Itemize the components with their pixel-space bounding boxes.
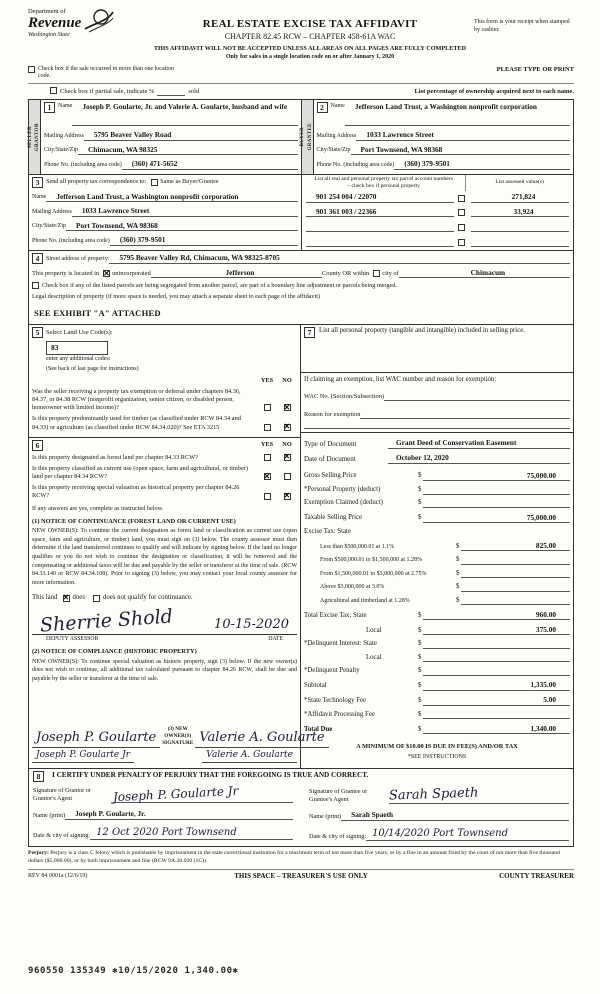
sec6-q2-text: Is this property classified as current use (open space, farm and agricultural, or timber) land per chapter 84.34 RCW? (32, 464, 248, 481)
assessed-value[interactable]: 33,924 (471, 207, 569, 217)
street-address-value[interactable]: 5795 Beaver Valley Rd, Chimacum, WA 98325-8705 (109, 253, 570, 263)
grantee-date-city-label: Date & city of signing: (309, 832, 367, 840)
personal-property-section (300, 325, 574, 373)
grantee-name-print-label: Name (print) (309, 812, 342, 820)
ownership-note: List percentage of ownership acquired next to each name. (414, 87, 574, 95)
grantee-name-print-value[interactable]: Sarah Spaeth (341, 810, 569, 820)
gross-selling-price-value[interactable]: 75,000.00 (423, 471, 570, 481)
footer-row (28, 869, 574, 881)
form-title: REAL ESTATE EXCISE TAX AFFIDAVIT (202, 18, 418, 30)
partial-sale-row (28, 83, 574, 96)
does-qualify-checkbox[interactable] (63, 595, 70, 602)
gross-selling-price-label: Gross Selling Price (304, 472, 357, 480)
does-label: does (72, 593, 85, 601)
exemption-claimed-value[interactable] (423, 499, 570, 508)
assessed-value[interactable]: 271,824 (471, 192, 569, 202)
form-header (28, 8, 574, 62)
form-chapter: CHAPTER 82.45 RCW – CHAPTER 458-61A WAC (224, 32, 396, 42)
grantor-signature-label: Signature of Grantor or Grantor's Agent (33, 787, 91, 803)
buyer-name-value[interactable]: Jefferson Land Trust, a Washington nonprofit corporation (345, 102, 570, 126)
parcel-personal-checkbox[interactable] (458, 195, 465, 202)
exemption-claimed-row (304, 499, 570, 508)
dor-logo (28, 8, 146, 40)
new-owner-signature-label: (3) NEW OWNER(S) SIGNATURE (162, 726, 194, 746)
date-label: DATE (268, 635, 283, 642)
parcel-personal-checkbox[interactable] (458, 224, 465, 231)
corr-citystatezip-label: City/State/Zip (32, 223, 66, 230)
section-8-number: 8 (33, 771, 44, 782)
agricultural-value[interactable] (461, 596, 570, 605)
tax-computation-section (300, 433, 574, 768)
exemption-claimed-label: Exemption Claimed (deduct) (304, 499, 383, 507)
sec6-q3-text: Is this property receiving special valuation as historical property per chapter 84.26 RCW? (32, 484, 240, 500)
corr-address-value[interactable]: 1033 Lawrence Street (72, 206, 298, 216)
dollar-sign: $ (418, 682, 422, 690)
tier1-value[interactable]: 825.00 (461, 541, 570, 551)
sec5-q2-yes-checkbox[interactable] (264, 424, 271, 431)
seller-citystatezip-label: City/State/Zip (44, 147, 78, 154)
dollar-sign: $ (418, 667, 422, 675)
corr-phone-label: Phone No. (including area code) (32, 237, 110, 244)
same-as-buyer-checkbox[interactable] (151, 179, 158, 186)
corr-phone-value[interactable]: (360) 379-9501 (110, 235, 298, 245)
sec6-q1-yes-checkbox[interactable] (264, 454, 271, 461)
seller-name-label: Name (58, 103, 73, 110)
unincorporated-checkbox[interactable] (103, 270, 110, 277)
sec5-question-1 (32, 388, 297, 413)
owner2-print-line[interactable] (202, 750, 297, 763)
assessed-value[interactable] (471, 222, 569, 232)
owner2-print-name: Valerie A. Goularte (206, 749, 293, 760)
dollar-sign: $ (418, 472, 422, 480)
subtotal-value[interactable]: 1,335.00 (423, 680, 570, 690)
document-type-value[interactable]: Grant Deed of Conservation Easement (388, 438, 570, 448)
document-type-row (304, 438, 570, 448)
affidavit-processing-fee-row (304, 710, 570, 719)
seller-name-value[interactable]: Joseph P. Goularte, Jr. and Valerie A. Goularte, husband and wife (72, 102, 297, 126)
buyer-address-label: Mailing Address (316, 132, 357, 139)
personal-property-deduct-value[interactable] (423, 486, 570, 495)
dollar-sign: $ (456, 569, 460, 577)
seller-address-value[interactable]: 5795 Beaver Valley Road (84, 130, 298, 140)
owner1-print-line[interactable] (32, 750, 134, 763)
section-6-number: 6 (32, 440, 43, 451)
send-correspondence-label: Send all property tax correspondence to: (46, 178, 147, 186)
parcel-row (302, 235, 573, 250)
section-5-number: 5 (32, 327, 43, 338)
state-technology-fee-label: *State Technology Fee (304, 697, 367, 705)
dollar-sign: $ (418, 640, 422, 648)
sec5-question-2 (32, 415, 297, 431)
tier2-value[interactable] (461, 556, 570, 565)
segregated-checkbox[interactable] (32, 282, 39, 289)
yes-header: YES (260, 376, 274, 384)
parcel-number-value[interactable] (306, 222, 454, 232)
segregated-label: Check box if any of the listed parcels are being segregated from another parcel, are part of a boundary line adjustment or parcels being merged. (42, 282, 397, 290)
property-section (28, 251, 574, 326)
sec5-q1-yes-checkbox[interactable] (264, 404, 271, 411)
section-3-number: 3 (32, 177, 43, 188)
grantor-date-city-value: 12 Oct 2020 Port Townsend (96, 826, 237, 838)
correspondence-section (29, 175, 301, 250)
seller-fields (41, 100, 301, 173)
tier4-label: Above $3,000,000 at 3.0% (320, 584, 385, 591)
sec6-question-2 (32, 465, 297, 481)
dollar-sign: $ (456, 583, 460, 591)
sec5-q2-text: Is this property predominantly used for timber (as classified under RCW 84.34 and 84.33) or agriculture (as classified under RCW 84.34.020)? See ETA 3215 (32, 415, 241, 431)
parcel-number-value[interactable] (306, 237, 454, 247)
document-date-label: Date of Document (304, 454, 356, 463)
buyer-strip-word: BUYER (300, 127, 305, 147)
parcel-numbers-header (302, 175, 465, 192)
located-in-label: This property is located in (32, 269, 100, 277)
total-excise-state-value[interactable]: 960.00 (423, 610, 570, 620)
sec6-question-1 (32, 454, 297, 462)
form-only-note: Only for sales in a single location code on or after January 1, 2020 (225, 53, 395, 60)
city-checkbox[interactable] (373, 270, 380, 277)
grantor-signature: Joseph P. Goularte Jr (112, 783, 239, 804)
personal-property-deduct-row (304, 486, 570, 495)
buyer-name-label: Name (330, 103, 345, 110)
perjury-label: Perjury: (28, 849, 49, 856)
document-date-row (304, 453, 570, 463)
tier4-value[interactable] (461, 583, 570, 592)
this-land-label: This land (32, 593, 58, 601)
dollar-sign: $ (418, 725, 422, 733)
delinquent-interest-state-row (304, 640, 570, 649)
deputy-assessor-signature-line[interactable] (32, 603, 297, 635)
logo-revenue-line: Revenue (28, 15, 82, 32)
grantor-certification (33, 783, 303, 841)
parcel-header-line2: – check box if personal property (347, 182, 420, 189)
corr-citystatezip-value[interactable]: Port Townsend, WA 98368 (66, 221, 298, 231)
buyer-fields (314, 100, 574, 173)
agricultural-row (304, 596, 570, 605)
sec5-yes-no-header (32, 377, 297, 385)
cashier-receipt-stamp: 960550 135349 ✱10/15/2020 1,340.00✱ (28, 966, 239, 976)
city-name-value[interactable]: Chimacum (399, 268, 570, 278)
grantor-name-print-label: Name (print) (33, 811, 66, 819)
certification-statement: I CERTIFY UNDER PENALTY OF PERJURY THAT THE FOREGOING IS TRUE AND CORRECT. (52, 771, 369, 780)
buyer-phone-label: Phone No. (including area code) (316, 161, 395, 168)
seller-strip-word: SELLER (27, 125, 33, 149)
grantee-date-city-value: 10/14/2020 Port Townsend (372, 827, 509, 839)
tier1-label: Less than $500,000.01 at 1.1% (320, 543, 395, 550)
multi-location-label: Check box if the sale occurred in more than one location code. (38, 65, 174, 80)
dollar-sign: $ (418, 514, 422, 522)
exhibit-note: SEE EXHIBIT "A" ATTACHED (34, 308, 161, 319)
spacer (134, 762, 202, 763)
does-not-label: does not qualify for continuance. (102, 593, 193, 601)
new-owner-print-row (32, 750, 297, 763)
seller-grantor-strip (29, 100, 41, 173)
parcel-row (302, 191, 573, 206)
notice2-title: (2) NOTICE OF COMPLIANCE (HISTORIC PROPERTY) (32, 648, 197, 656)
grantor-name-print-value[interactable]: Joseph P. Goularte, Jr. (65, 809, 293, 819)
receipt-note: This form is your receipt when stamped by cashier. (474, 19, 570, 33)
tier3-value[interactable] (461, 569, 570, 578)
certification-columns (33, 783, 569, 841)
sec6-q2-yes-checkbox[interactable] (264, 473, 271, 480)
county-treasurer-label: COUNTY TREASURER (499, 872, 574, 881)
parcel-table-header (302, 175, 573, 192)
sec6-q3-no-checkbox[interactable] (284, 493, 291, 500)
unincorporated-label: unincorporated (112, 269, 151, 277)
seller-phone-label: Phone No. (including area code) (44, 161, 122, 168)
county-or-label: County OR within (322, 269, 370, 277)
parcel-row (302, 220, 573, 235)
parcel-number-value[interactable]: 901 361 003 / 22366 (306, 207, 454, 217)
dor-swoosh-icon (84, 8, 114, 34)
personal-property-intro: List all personal property (tangible and intangible) included in selling price. (319, 327, 525, 335)
assessed-value[interactable] (471, 237, 569, 247)
multi-location-checkbox[interactable] (28, 66, 35, 73)
buyer-citystatezip-value[interactable]: Port Townsend, WA 98368 (351, 145, 571, 155)
grantee-date-city-line[interactable] (366, 827, 569, 841)
delinquent-interest-local-row (304, 653, 570, 662)
exemption-reason-label: Reason for exemption (304, 410, 361, 418)
total-due-value[interactable]: 1,340.00 (423, 724, 570, 734)
sec5-q1-no-checkbox[interactable] (284, 404, 291, 411)
affidavit-processing-fee-label: *Affidavit Processing Fee (304, 710, 375, 718)
sec6-q2-no-checkbox[interactable] (284, 473, 291, 480)
parcel-table (301, 175, 573, 250)
buyer-address-value[interactable]: 1033 Lawrence Street (356, 130, 570, 140)
partial-sale-checkbox[interactable] (50, 87, 57, 94)
no-header: NO (282, 376, 292, 384)
corr-name-value[interactable]: Jefferson Land Trust, a Washington nonprofit corporation (46, 192, 298, 202)
excise-tax-state-header: Excise Tax: State (304, 527, 351, 535)
excise-local-value[interactable]: 375.00 (423, 625, 570, 635)
dollar-sign: $ (418, 697, 422, 705)
perjury-note (28, 850, 574, 865)
taxable-selling-price-label: Taxable Selling Price (304, 514, 363, 522)
grantee-strip-word: GRANTEE (307, 123, 313, 151)
city-of-label: city of (382, 269, 399, 277)
county-name-value[interactable]: Jefferson (151, 268, 322, 278)
delinquent-penalty-value[interactable] (423, 667, 570, 676)
delinquent-penalty-label: *Delinquent Penalty (304, 667, 360, 675)
does-not-qualify-checkbox[interactable] (93, 595, 100, 602)
state-technology-fee-row (304, 695, 570, 705)
delinquent-interest-state-label: *Delinquent Interest: State (304, 640, 377, 648)
total-excise-state-label: Total Excise Tax: State (304, 611, 367, 619)
subtotal-label: Subtotal (304, 682, 327, 690)
grantor-date-city-line[interactable] (90, 826, 293, 840)
title-block (146, 8, 474, 62)
wac-number-field[interactable] (384, 391, 570, 401)
tier2-row (304, 556, 570, 565)
yes-header: YES (260, 441, 274, 449)
section-7-number: 7 (304, 327, 315, 338)
form-warning: THIS AFFIDAVIT WILL NOT BE ACCEPTED UNLESS ALL AREAS ON ALL PAGES ARE FULLY COMPLETED (153, 44, 467, 52)
sec5-q1-text: Was the seller receiving a property tax exemption or deferral under chapters 84.36, 84.37, or 84.38 RCW (nonprofit organization, senior citizen, or disabled person, homeowner with limited income)? (32, 387, 241, 412)
personal-property-deduct-label: *Personal Property (deduct) (304, 485, 381, 493)
additional-codes-label: enter any additional codes: (46, 356, 111, 363)
exemption-reason-field[interactable] (360, 409, 570, 419)
deputy-signature-date: 10-15-2020 (214, 616, 289, 632)
sec6-question-3 (32, 484, 297, 500)
dollar-sign: $ (456, 596, 460, 604)
land-use-instructions-note: (See back of last page for instructions) (46, 365, 139, 372)
grantee-signature: Sarah Spaeth (388, 784, 479, 804)
corr-name-label: Name (32, 194, 47, 201)
sec6-q1-text: Is this property designated as forest land per chapter 84.33 RCW? (32, 453, 198, 461)
dollar-sign: $ (418, 710, 422, 718)
notice1-title: (1) NOTICE OF CONTINUANCE (FOREST LAND OR CURRENT USE) (32, 517, 236, 525)
dollar-sign: $ (456, 542, 460, 550)
buyer-section (301, 100, 574, 173)
parcel-personal-checkbox[interactable] (458, 209, 465, 216)
grantor-date-city-label: Date & city of signing: (33, 831, 91, 839)
total-due-row (304, 724, 570, 734)
state-technology-fee-value[interactable]: 5.00 (423, 695, 570, 705)
dollar-sign: $ (456, 556, 460, 564)
section-2-number: 2 (317, 102, 328, 113)
taxable-selling-price-row (304, 513, 570, 523)
tier3-label: From $1,500,000.01 to $3,000,000 at 2.75% (320, 570, 427, 577)
partial-sale-label: Check box if partial sale, indicate % (60, 87, 155, 95)
buyer-citystatezip-label: City/State/Zip (316, 147, 351, 154)
minimum-fee-note: A MINIMUM OF $10.00 IS DUE IN FEE(S) AND/OR TAX (356, 743, 518, 751)
excise-tax-state-header-row (304, 528, 570, 537)
document-date-value[interactable]: October 12, 2020 (388, 453, 570, 463)
grantee-certification (303, 784, 569, 841)
land-use-section (28, 325, 301, 437)
land-use-code-field[interactable]: 83 (46, 341, 108, 355)
delinquent-interest-local-value[interactable] (423, 653, 570, 662)
seller-phone-value[interactable]: (360) 471-5652 (122, 159, 298, 169)
wac-number-label: WAC No. (Section/Subsection) (304, 392, 385, 400)
land-use-select-label: Select Land Use Code(s): (46, 328, 113, 336)
grantor-signature-line[interactable] (112, 783, 293, 804)
partial-percent-field[interactable] (157, 88, 185, 96)
owner1-signature: Joseph P. Goularte (36, 729, 157, 745)
multi-location-row (28, 66, 574, 82)
owner1-signature-line[interactable] (32, 730, 160, 748)
delinquent-interest-local-label: Local (366, 653, 382, 661)
buyer-phone-value[interactable]: (360) 379-9501 (394, 159, 570, 169)
deputy-assessor-label: DEPUTY ASSESSOR (46, 635, 99, 642)
affidavit-processing-fee-value[interactable] (423, 710, 570, 719)
parcel-number-value[interactable]: 901 254 004 / 22070 (306, 192, 454, 202)
total-excise-state-row (304, 610, 570, 620)
notice2-body: NEW OWNER(S): To continue special valuation as historic property, sign (3) below. If the new owner(s) does not wish to continue, all additional tax calculated pursuant to chapter 84.26 RCW, shall be due and payable by the seller or transferor at the time of sale. (32, 658, 297, 682)
if-yes-note: If any answers are yes, complete as instructed below. (32, 504, 164, 512)
parcel-header-line1: List all real and personal property tax parcel account numbers (314, 175, 453, 182)
see-instructions-note: *SEE INSTRUCTIONS (407, 753, 467, 760)
owner2-signature: Valerie A. Goularte (199, 729, 325, 745)
exemption-intro: If claiming an exemption, list WAC number and reason for exemption: (304, 376, 497, 384)
partial-sale-sold-label: sold (188, 87, 200, 95)
correspondence-parcels-block (28, 175, 574, 251)
delinquent-interest-state-value[interactable] (423, 640, 570, 649)
exemption-section (300, 373, 574, 433)
location-row (32, 268, 570, 278)
logo-state-line: Washington State (28, 32, 70, 39)
dollar-sign: $ (418, 499, 422, 507)
gross-selling-price-row (304, 471, 570, 481)
parties-block (28, 99, 574, 174)
assessed-values-header: List assessed value(s) (465, 175, 573, 192)
street-address-label: Street address of property: (46, 255, 110, 262)
section-1-number: 1 (44, 102, 55, 113)
excise-local-label: Local (366, 626, 382, 634)
seller-address-label: Mailing Address (44, 132, 84, 139)
certification-section (28, 768, 574, 847)
agricultural-label: Agricultural and timberland at 1.28% (320, 597, 410, 604)
legal-description-label: Legal description of property (if more space is needed, you may attach a separate sheet to each page of the affidavit) (32, 293, 320, 301)
tier3-row (304, 569, 570, 578)
corr-address-label: Mailing Address (32, 208, 72, 215)
total-due-label: Total Due (304, 725, 333, 733)
deputy-assessor-signature: Sherrie Shold (39, 605, 174, 637)
dollar-sign: $ (418, 626, 422, 634)
same-as-buyer-label: Same as Buyer/Grantee (160, 178, 219, 186)
grantee-signature-label: Signature of Grantee or Grantee's Agent (309, 788, 368, 804)
right-column (300, 325, 574, 768)
buyer-grantee-strip (302, 100, 314, 173)
excise-local-row (304, 625, 570, 635)
partial-checkbox-wrap (50, 87, 57, 96)
sec6-q1-no-checkbox[interactable] (284, 454, 291, 461)
no-header: NO (282, 441, 292, 449)
main-columns (28, 325, 574, 768)
tier2-label: From $500,000.01 to $1,500,000 at 1.28% (320, 557, 422, 564)
parcel-personal-checkbox[interactable] (458, 239, 465, 246)
treasurer-space-label: THIS SPACE – TREASURER'S USE ONLY (234, 872, 368, 881)
delinquent-penalty-row (304, 667, 570, 676)
subtotal-row (304, 680, 570, 690)
continuance-qualify-row (32, 594, 297, 603)
section-4-number: 4 (32, 253, 43, 264)
sec5-q2-no-checkbox[interactable] (284, 424, 291, 431)
logo-dept-line: Department of (28, 8, 66, 15)
grantor-strip-word: GRANTOR (35, 122, 40, 152)
exemption-reason-extra-line[interactable] (304, 419, 570, 429)
sec6-q3-yes-checkbox[interactable] (264, 493, 271, 500)
seller-citystatezip-value[interactable]: Chimacum, WA 98325 (78, 145, 298, 155)
taxable-selling-price-value[interactable]: 75,000.00 (423, 513, 570, 523)
grantee-signature-line[interactable] (388, 784, 569, 805)
dollar-sign: $ (418, 485, 422, 493)
owner1-print-name: Joseph P. Goularte Jr (36, 749, 131, 760)
spacer (32, 684, 297, 725)
dollar-sign: $ (418, 653, 422, 661)
notice1-body: NEW OWNER(S): To continue the current designation as forest land or classification as current use (open space, farm and agriculture, or timber) land, you must sign on (3) below. The county assessor must then determine if the land transferred continues to qualify and will indicate by signing below. If the land no longer qualifies or you do not wish to continue the designation or classification, it will be removed and the compensating or additional taxes will be due and payable by the seller or transferor at the time of sale. (RCW 84.33.140 or RCW 84.34.108). Prior to signing (3) below, you may contact your local county assessor for more information. (32, 528, 297, 587)
form-rev-number: REV 84 0001a (12/6/19) (28, 872, 88, 879)
parcel-row (302, 206, 573, 221)
segregated-row (32, 282, 570, 290)
seller-section (29, 100, 301, 173)
tier1-row (304, 541, 570, 551)
dollar-sign: $ (418, 611, 422, 619)
please-type-note: PLEASE TYPE OR PRINT (496, 65, 574, 73)
tier4-row (304, 583, 570, 592)
document-type-label: Type of Document (304, 439, 357, 448)
perjury-body: Perjury is a class C felony which is punishable by imprisonment in the state correctional institution for a maximum term of not more than five years, or by a fine in an amount fixed by the court of not more than five thousand dollars ($5,000.00), or by both imprisonment and fine (RCW 9A.20.020 (1C)). (28, 849, 560, 864)
